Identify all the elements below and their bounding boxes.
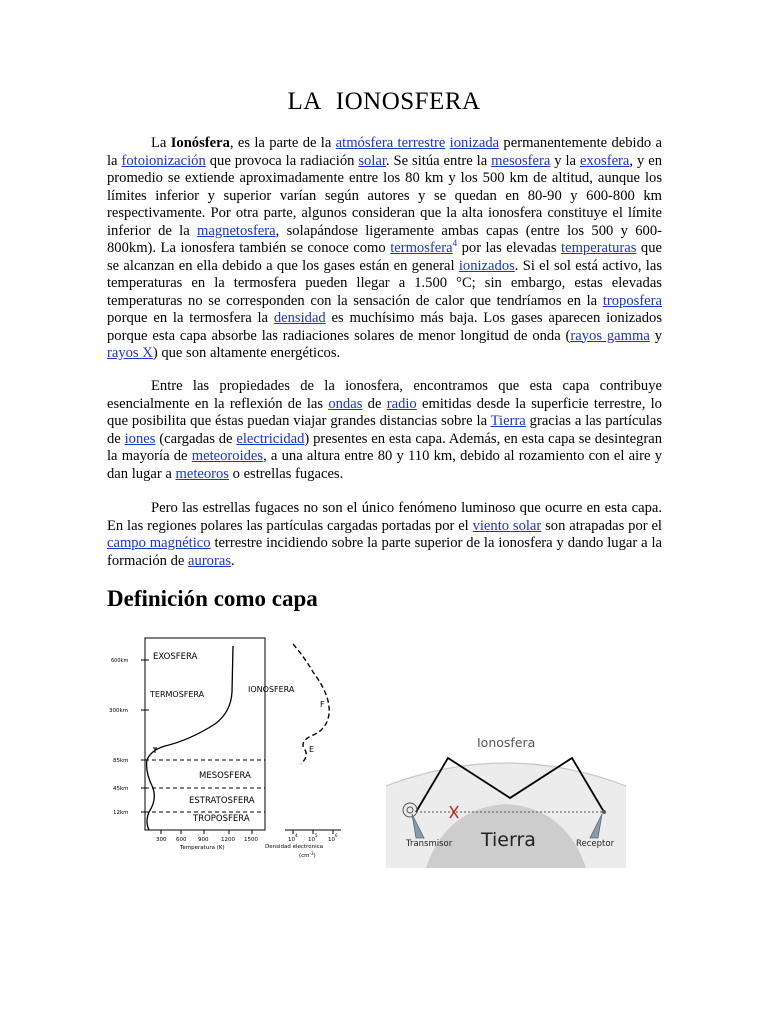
text-run: ) presentes en esta capa. Además, en esta capa se desintegran la mayoría de <box>107 430 663 464</box>
text-run: son atrapadas por el <box>541 517 662 534</box>
footnote-ref[interactable]: 4 <box>452 238 458 249</box>
link-ionizados[interactable]: ionizados <box>458 257 515 274</box>
text-run: . Se sitúa entre la <box>385 152 492 169</box>
region-f-label: F <box>320 700 325 709</box>
link-exosfera[interactable]: exosfera <box>579 152 630 169</box>
text-run: gracias a las partículas de <box>107 413 662 447</box>
text-run: , es la parte de la <box>229 135 336 151</box>
link-meteoroides[interactable]: meteoroides <box>191 448 264 464</box>
text-run: porque en la termosfera la <box>107 310 274 326</box>
label-estratosfera: ESTRATOSFERA <box>189 796 255 806</box>
text-run: que se alcanzan en ella debido a que los gases están en general <box>107 240 662 274</box>
text-run: , y en promedio se extiende aproximadamente entre los 80 km y los 500 km de altitud, aunque los límites inferior y superior varían según autores y se quedan en 80-90 y 600-800 km respectivamente. Por otra parte, algunos consideran que la alta ionosfera constituye el límite inferior de la <box>107 152 663 239</box>
link-magnetosfera[interactable]: magnetosfera <box>197 222 276 239</box>
label-transmisor: Transmisor <box>406 839 453 849</box>
density-exp-2: 5 <box>315 833 318 838</box>
link-ionizada[interactable]: ionizada <box>449 135 500 151</box>
region-e-label: E <box>309 745 315 754</box>
link-tierra[interactable]: Tierra <box>490 413 526 429</box>
link-radio[interactable]: radio <box>386 395 417 412</box>
temp-tick-300: 300 <box>156 837 167 843</box>
bold-term: Ionósfera <box>170 135 230 151</box>
link-mesosfera[interactable]: mesosfera <box>491 152 551 169</box>
density-exp-1: 4 <box>295 833 298 838</box>
text-run: . Si el sol está activo, las temperaturas en la termosfera pueden llegar a 1.500 °C; sin embargo, estas elevadas temperaturas no se corresponden con la sensación de calor que tendríamos en la <box>107 257 662 309</box>
label-tierra: Tierra <box>481 829 536 851</box>
label-exosfera: EXOSFERA <box>153 652 198 662</box>
altitude-tick-600: 600km <box>111 658 129 664</box>
temp-tick-600: 600 <box>176 837 187 843</box>
altitude-tick-85: 85km <box>113 758 129 764</box>
temperature-axis-label: Temperatura (K) <box>180 845 225 851</box>
link-termosfera[interactable]: termosfera <box>390 240 453 256</box>
paragraph-intro <box>107 135 662 363</box>
link-iones[interactable]: iones <box>124 430 156 447</box>
temp-tick-1200: 1200 <box>221 837 235 843</box>
density-tick-3: 10 <box>328 837 335 843</box>
density-tick-1: 10 <box>288 837 295 843</box>
text-run: y <box>649 327 662 344</box>
text-run: emitidas desde la superficie terrestre, lo que posibilita que éstas puedan viajar grandes distancias sobre la <box>107 395 662 429</box>
radio-propagation-diagram <box>386 728 626 868</box>
text-run: y la <box>550 152 580 169</box>
link-temperaturas[interactable]: temperaturas <box>561 240 637 256</box>
text-run: (cargadas de <box>155 430 237 447</box>
text-run: ) que son altamente energéticos. <box>152 345 341 361</box>
temp-tick-1500: 1500 <box>244 837 258 843</box>
link-campo-magnético[interactable]: campo magnético <box>107 535 211 551</box>
text-run: , a una altura entre 80 y 110 km, debido al rozamiento con el aire y dan lugar a <box>107 448 662 482</box>
text-run: La <box>151 135 171 151</box>
link-ondas[interactable]: ondas <box>328 395 363 412</box>
link-meteoros[interactable]: meteoros <box>175 465 229 482</box>
label-ionosfera: IONOSFERA <box>248 685 295 694</box>
link-viento-solar[interactable]: viento solar <box>472 517 542 534</box>
label-receptor: Receptor <box>576 839 615 849</box>
density-exp-3: 6 <box>335 833 338 838</box>
text-run: Pero las estrellas fugaces no son el único fenómeno luminoso que ocurre en esta capa. En las regiones polares las partículas cargadas portadas por el <box>107 500 662 534</box>
label-ionosfera-radio: Ionosfera <box>477 735 536 750</box>
density-axis-unit: $(cm^{-3})$ <box>299 851 316 859</box>
text-run: o estrellas fugaces. <box>228 465 344 482</box>
link-rayos-x[interactable]: rayos X <box>107 345 153 361</box>
paragraph-properties <box>107 378 662 483</box>
title-word-ionosfera: IONOSFERA <box>335 88 481 115</box>
text-run: es muchísimo más baja. Los gases aparecen ionizados porque esta capa absorbe las radiaciones solares de menor longitud de onda ( <box>107 310 663 344</box>
altitude-tick-12: 12km <box>113 810 129 816</box>
link-auroras[interactable]: auroras <box>188 552 231 569</box>
density-axis-label: Densidad electrónica <box>265 844 323 850</box>
link-solar[interactable]: solar <box>358 152 386 169</box>
label-troposfera: TROPOSFERA <box>193 814 250 824</box>
text-run: por las elevadas <box>457 240 562 256</box>
section-heading: Definición como capa <box>107 586 318 611</box>
label-mesosfera: MESOSFERA <box>199 771 251 781</box>
link-troposfera[interactable]: troposfera <box>602 292 662 309</box>
atmosphere-layers-diagram <box>105 632 355 867</box>
altitude-tick-45: 45km <box>113 786 129 792</box>
text-run: . <box>231 552 235 569</box>
density-tick-2: 10 <box>308 837 315 843</box>
text-run: Entre las propiedades de la ionosfera, encontramos que esta capa contribuye esencialmente en la reflexión de las <box>107 378 662 412</box>
temp-tick-900: 900 <box>198 837 209 843</box>
text-run: permanentemente debido a la <box>107 135 663 169</box>
text-run: que provoca la radiación <box>205 152 359 169</box>
link-atmósfera-terrestre[interactable]: atmósfera terrestre <box>335 135 446 151</box>
altitude-tick-300: 300km <box>109 708 129 714</box>
link-rayos-gamma[interactable]: rayos gamma <box>570 327 650 344</box>
paragraph-auroras <box>107 500 662 570</box>
text-run: , solapándose ligeramente ambas capas (entre los 500 y 600-800km). La ionosfera también se conoce como <box>107 222 662 256</box>
text-run: terrestre incidiendo sobre la parte superior de la ionosfera y dando lugar a la formación de <box>107 535 662 569</box>
link-fotoionización[interactable]: fotoionización <box>121 152 206 169</box>
link-electricidad[interactable]: electricidad <box>236 430 305 447</box>
text-run: de <box>362 395 387 412</box>
label-termosfera: TERMOSFERA <box>150 690 205 699</box>
link-densidad[interactable]: densidad <box>273 310 326 326</box>
title-word-la: LA <box>287 88 322 115</box>
page-title <box>0 88 768 116</box>
